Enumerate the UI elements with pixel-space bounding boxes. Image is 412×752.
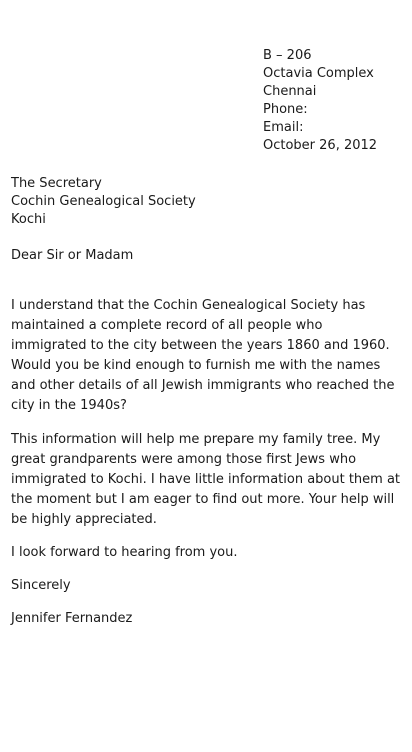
letter-date: October 26, 2012 xyxy=(263,138,378,153)
recipient-organization: Cochin Genealogical Society xyxy=(11,194,196,209)
body-paragraph-request: I understand that the Cochin Genealogical Society has maintained a complete record of all people who immigrated to the city between the years 1860 and 1960. Would you be kind enough to furnish me with the names and other details of all Jewish immigrants who reached the city in the 1940s? xyxy=(11,298,395,413)
sender-address-line2: Octavia Complex xyxy=(263,66,374,81)
sender-address-line1: B – 206 xyxy=(263,48,312,63)
recipient-title: The Secretary xyxy=(11,176,102,191)
body-paragraph-reason: This information will help me prepare my family tree. My great grandparents were among those first Jews who immigrated to Kochi. I have little information about them at the moment but I am eager to find out more. Your help will be highly appreciated. xyxy=(11,432,401,527)
sender-email-label: Email: xyxy=(263,120,304,135)
recipient-city: Kochi xyxy=(11,212,46,227)
sender-phone-label: Phone: xyxy=(263,102,308,117)
complimentary-close: Sincerely xyxy=(11,578,71,593)
signature-name: Jennifer Fernandez xyxy=(11,611,133,626)
salutation: Dear Sir or Madam xyxy=(11,248,134,263)
recipient-address-block xyxy=(11,175,196,229)
sender-city: Chennai xyxy=(263,84,317,99)
sender-address-block xyxy=(263,47,409,155)
body-paragraph-closing-line: I look forward to hearing from you. xyxy=(11,545,238,560)
